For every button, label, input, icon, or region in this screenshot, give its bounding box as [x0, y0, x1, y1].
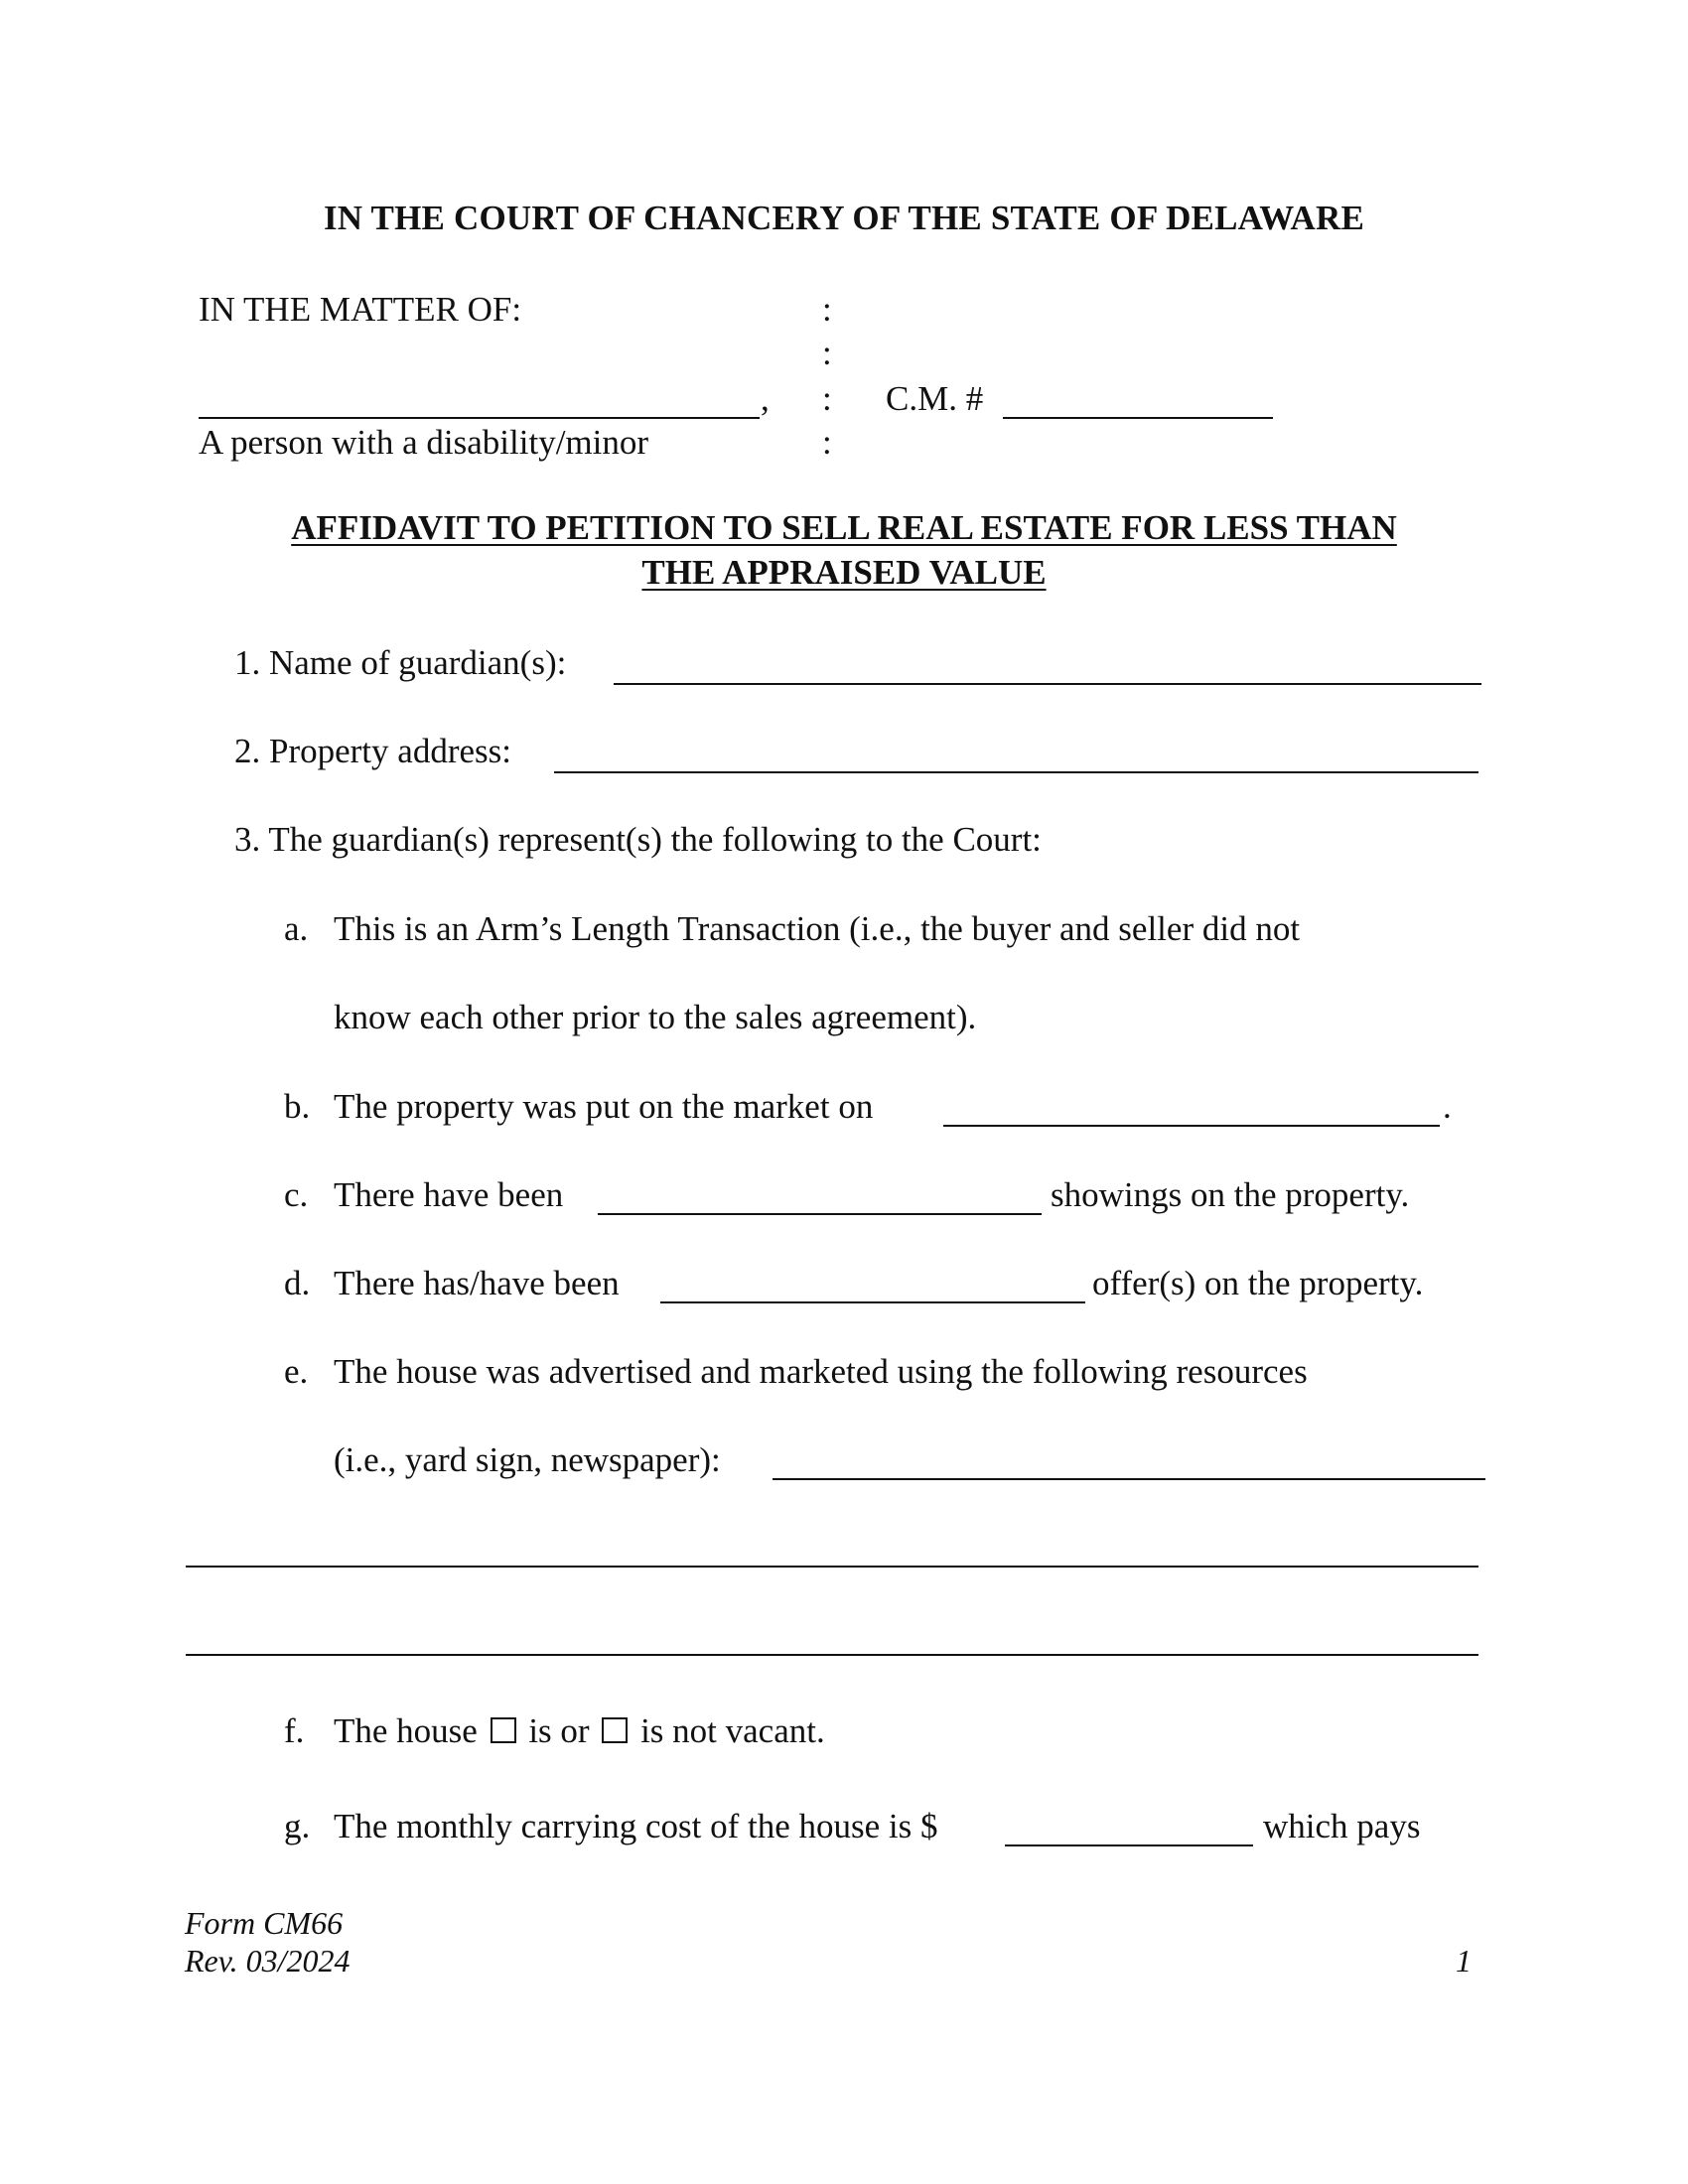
sub-item-marker: g. [284, 1807, 311, 1845]
showings-text-after: showings on the property. [1051, 1175, 1410, 1214]
offers-text-after: offer(s) on the property. [1092, 1264, 1424, 1302]
item-representations-label: 3. The guardian(s) represent(s) the following to the Court: [234, 820, 1042, 859]
cm-label: C.M. # [886, 379, 984, 418]
person-label: A person with a disability/minor [199, 423, 649, 462]
vacancy-text-1: The house [334, 1711, 478, 1750]
arms-length-text: This is an Arm’s Length Transaction (i.e., the buyer and seller did not [334, 909, 1301, 948]
showings-text-before: There have been [334, 1175, 564, 1214]
vacancy-text-2: is or [528, 1711, 590, 1750]
market-date-text: The property was put on the market on [334, 1087, 874, 1126]
vacancy-row [334, 1711, 825, 1751]
form-id: Form CM66 [185, 1905, 344, 1941]
caption-comma: , [761, 379, 770, 418]
document-heading-line1: AFFIDAVIT TO PETITION TO SELL REAL ESTATE FOR LESS THAN [291, 508, 1397, 547]
carrying-cost-text-after: which pays [1263, 1807, 1421, 1845]
sub-item-marker: c. [284, 1175, 309, 1214]
sub-item-marker: a. [284, 909, 309, 948]
form-revision: Rev. 03/2024 [185, 1943, 351, 1979]
is-not-vacant-checkbox[interactable] [602, 1717, 628, 1743]
page-number: 1 [1456, 1943, 1472, 1979]
sub-item-marker: b. [284, 1087, 311, 1126]
market-date-line[interactable] [943, 1125, 1440, 1127]
offers-text-before: There has/have been [334, 1264, 620, 1302]
carrying-cost-text-before: The monthly carrying cost of the house is $ [334, 1807, 938, 1845]
document-heading-line2: THE APPRAISED VALUE [641, 553, 1047, 592]
sub-item-marker: d. [284, 1264, 311, 1302]
arms-length-text-cont: know each other prior to the sales agreement). [334, 998, 977, 1036]
advertising-text-cont: (i.e., yard sign, newspaper): [334, 1440, 721, 1479]
carrying-cost-line[interactable] [1005, 1844, 1253, 1846]
vacancy-text-3: is not vacant. [640, 1711, 825, 1750]
advertising-resources-line[interactable] [773, 1478, 1485, 1480]
showings-count-line[interactable] [598, 1213, 1042, 1215]
caption-colon: : [822, 334, 832, 372]
offers-count-line[interactable] [660, 1301, 1085, 1303]
item-guardian-name-label: 1. Name of guardian(s): [234, 643, 567, 682]
guardian-name-line[interactable] [614, 683, 1481, 685]
is-vacant-checkbox[interactable] [491, 1717, 516, 1743]
matter-name-line[interactable] [199, 417, 760, 419]
caption-colon: : [822, 423, 832, 462]
cm-number-line[interactable] [1003, 417, 1273, 419]
sub-item-marker: f. [284, 1711, 305, 1750]
sub-item-marker: e. [284, 1352, 309, 1391]
court-title: IN THE COURT OF CHANCERY OF THE STATE OF DELAWARE [323, 199, 1365, 237]
period: . [1443, 1087, 1452, 1126]
advertising-resources-line-2[interactable] [186, 1566, 1478, 1568]
caption-colon: : [822, 290, 832, 329]
advertising-resources-line-3[interactable] [186, 1654, 1478, 1656]
item-property-address-label: 2. Property address: [234, 732, 511, 770]
advertising-text: The house was advertised and marketed using the following resources [334, 1352, 1308, 1391]
matter-label: IN THE MATTER OF: [199, 290, 522, 329]
property-address-line[interactable] [554, 771, 1478, 773]
caption-colon: : [822, 379, 832, 418]
